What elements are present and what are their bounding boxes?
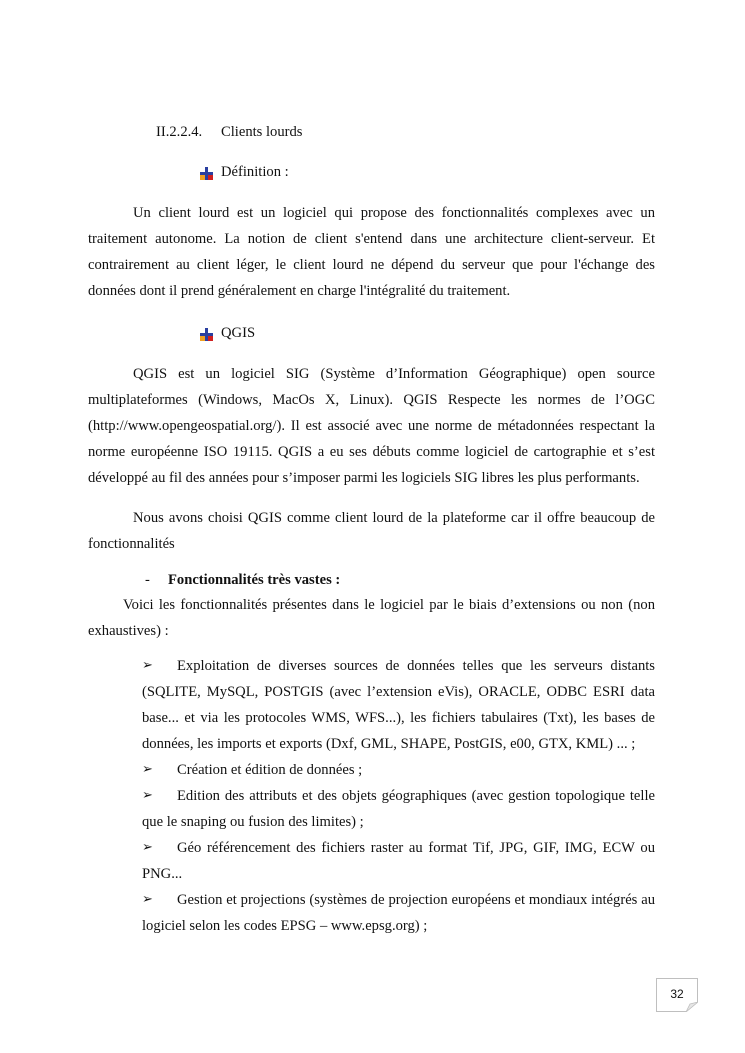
arrow-bullet-icon: ➢	[142, 658, 153, 673]
list-item	[142, 653, 655, 757]
cross-bullet-icon	[200, 167, 213, 180]
page-number: 32	[670, 987, 684, 1001]
features-heading-dash: -	[145, 572, 150, 588]
features-heading-title: Fonctionnalités très vastes :	[168, 572, 341, 588]
list-item-text: Edition des attributs et des objets géographiques (avec gestion topologique telle que le snaping ou fusion des limites) ;	[142, 788, 655, 830]
definition-heading-label: Définition :	[221, 164, 289, 180]
features-heading	[145, 572, 340, 589]
definition-paragraph: Un client lourd est un logiciel qui propose des fonctionnalités complexes avec un traitement autonome. La notion de client s'entend dans une architecture client-serveur. Et contrairement au client léger, le client lourd ne dépend du serveur que pour l'échange des données dont il prend généralement en charge l'intégralité du traitement.	[88, 205, 655, 299]
list-item	[142, 887, 655, 939]
arrow-bullet-icon: ➢	[142, 840, 153, 855]
section-heading	[156, 124, 302, 141]
arrow-bullet-icon: ➢	[142, 892, 153, 907]
list-item	[142, 783, 655, 835]
list-item	[142, 757, 655, 783]
qgis-heading-label: QGIS	[221, 325, 256, 341]
page-number-box	[656, 978, 698, 1012]
arrow-bullet-icon: ➢	[142, 762, 153, 777]
section-number: II.2.2.4.	[156, 124, 203, 140]
list-item-text: Géo référencement des fichiers raster au format Tif, JPG, GIF, IMG, ECW ou PNG...	[142, 840, 655, 882]
cross-bullet-icon	[200, 328, 213, 341]
features-list	[142, 653, 655, 939]
list-item	[142, 835, 655, 887]
arrow-bullet-icon: ➢	[142, 788, 153, 803]
section-title: Clients lourds	[221, 124, 303, 140]
features-intro: Voici les fonctionnalités présentes dans le logiciel par le biais d’extensions ou non (non exhaustives) :	[88, 597, 655, 639]
list-item-text: Exploitation de diverses sources de données telles que les serveurs distants (SQLITE, MySQL, POSTGIS (avec l’extension eVis), ORACLE, ODBC ESRI data base... et via les protocoles WMS, WFS...), les fichiers tabulaires (Txt), les bases de données, les imports et exports (Dxf, GML, SHAPE, PostGIS, e00, GTX, KML) ... ;	[142, 658, 655, 752]
choice-paragraph: Nous avons choisi QGIS comme client lourd de la plateforme car il offre beaucoup de fonctionnalités	[88, 510, 655, 552]
list-item-text: Gestion et projections (systèmes de projection européens et mondiaux intégrés au logiciel selon les codes EPSG – www.epsg.org) ;	[142, 892, 655, 934]
qgis-paragraph: QGIS est un logiciel SIG (Système d’Information Géographique) open source multiplateformes (Windows, MacOs X, Linux). QGIS Respecte les normes de l’OGC (http://www.opengeospatial.org/). Il est associé avec une norme de métadonnées respectant la norme européenne ISO 19115. QGIS a eu ses débuts comme logiciel de cartographie et s’est développé au fil des années pour s’imposer parmi les logiciels SIG libres les plus performants.	[88, 366, 655, 486]
list-item-text: Création et édition de données ;	[177, 762, 363, 778]
page-curl-icon	[686, 1002, 698, 1012]
